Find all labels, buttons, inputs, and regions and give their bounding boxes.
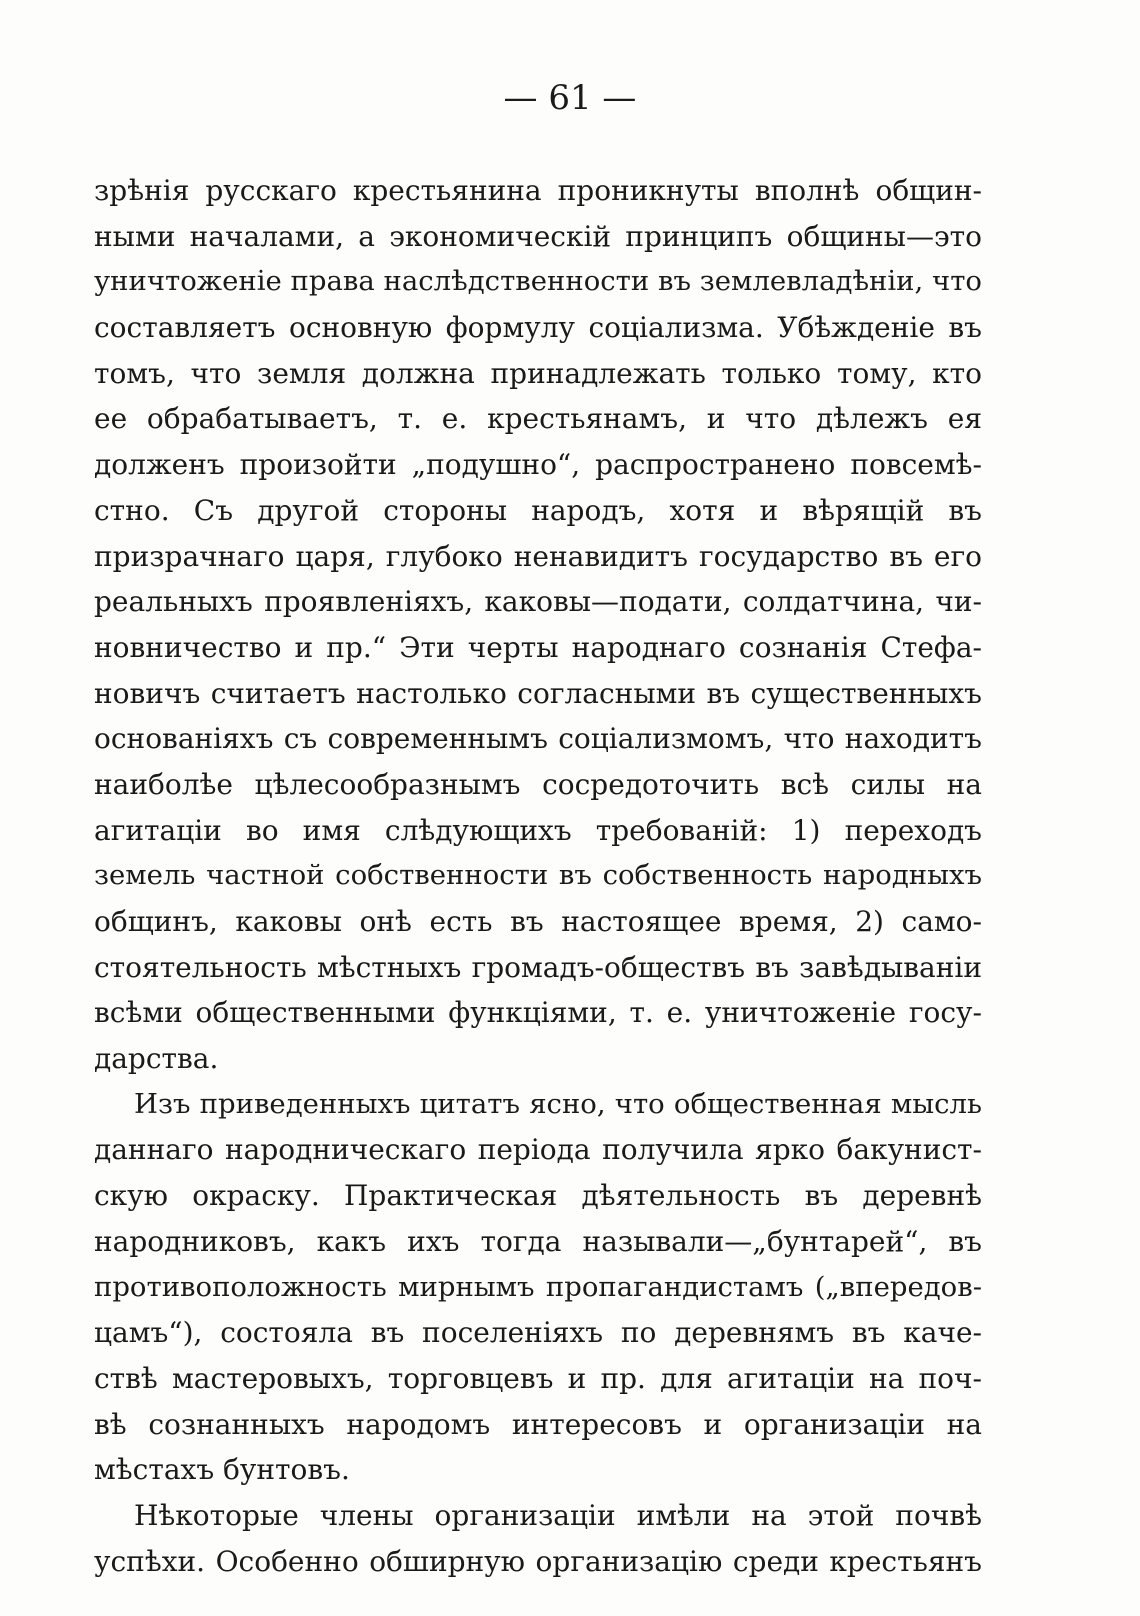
text-line: новничество и пр.“ Эти черты народнаго сознанія Стефа- <box>94 630 982 664</box>
text-line: томъ, что земля должна принадлежать только тому, кто <box>94 356 982 390</box>
text-line: зрѣнія русскаго крестьянина проникнуты вполнѣ общин- <box>94 174 982 207</box>
text-line: ствѣ мастеровыхъ, торговцевъ и пр. для агитаціи на поч- <box>94 1361 982 1395</box>
text-line: призрачнаго царя, глубоко ненавидитъ государство въ его <box>94 539 982 573</box>
text-line: новичъ считаетъ настолько согласными въ существенныхъ <box>94 676 982 710</box>
text-line: всѣми общественными функціями, т. е. уничтоженіе госу- <box>94 996 982 1030</box>
text-line: Изъ приведенныхъ цитатъ ясно, что общественная мысль <box>134 1087 982 1120</box>
text-line: цамъ“), состояла въ поселеніяхъ по деревнямъ въ каче- <box>94 1316 982 1350</box>
text-line: противоположность мирнымъ пропагандистамъ („впередов- <box>94 1270 982 1303</box>
text-line: земель частной собственности въ собственность народныхъ <box>94 859 982 892</box>
paragraph-2 <box>94 1082 982 1493</box>
paragraph-3 <box>94 1493 982 1584</box>
text-line: скую окраску. Практическая дѣятельность въ деревнѣ <box>94 1179 982 1213</box>
text-line: стоятельность мѣстныхъ громадъ-обществъ въ завѣдываніи <box>94 950 982 984</box>
text-line: ными началами, а экономическій принципъ общины—это <box>94 219 982 253</box>
text-line: успѣхи. Особенно обширную организацію среди крестьянъ <box>94 1544 982 1578</box>
text-line: наиболѣе цѣлесообразнымъ сосредоточить всѣ силы на <box>94 767 982 801</box>
page-number: — 61 — <box>503 78 637 118</box>
text-line: уничтоженіе права наслѣдственности въ землевладѣніи, что <box>94 265 982 298</box>
text-line: составляетъ основную формулу соціализма. Убѣжденіе въ <box>94 311 982 345</box>
text-line: народниковъ, какъ ихъ тогда называли—„бунтарей“, въ <box>94 1224 982 1258</box>
text-line: Нѣкоторые члены организаціи имѣли на этой почвѣ <box>134 1498 982 1532</box>
text-line: реальныхъ проявленіяхъ, каковы—подати, солдатчина, чи- <box>94 585 982 619</box>
text-line: мѣстахъ бунтовъ. <box>94 1453 350 1487</box>
text-line: основаніяхъ съ современнымъ соціализмомъ, что находитъ <box>94 722 982 756</box>
text-line: общинъ, каковы онѣ есть въ настоящее время, 2) само- <box>94 905 982 938</box>
text-line: дарства. <box>94 1042 219 1076</box>
text-line: стно. Съ другой стороны народъ, хотя и вѣрящій въ <box>94 493 982 527</box>
text-line: вѣ сознанныхъ народомъ интересовъ и организаціи на <box>94 1407 982 1441</box>
paragraph-1 <box>94 168 982 1082</box>
text-line: ее обрабатываетъ, т. е. крестьянамъ, и что дѣлежъ ея <box>94 402 982 436</box>
text-line: агитаціи во имя слѣдующихъ требованій: 1) переходъ <box>94 813 982 847</box>
text-line: долженъ произойти „подушно“, распространено повсемѣ- <box>94 448 982 482</box>
body-text <box>94 168 982 1584</box>
text-line: даннаго народническаго періода получила ярко бакунист- <box>94 1133 982 1167</box>
